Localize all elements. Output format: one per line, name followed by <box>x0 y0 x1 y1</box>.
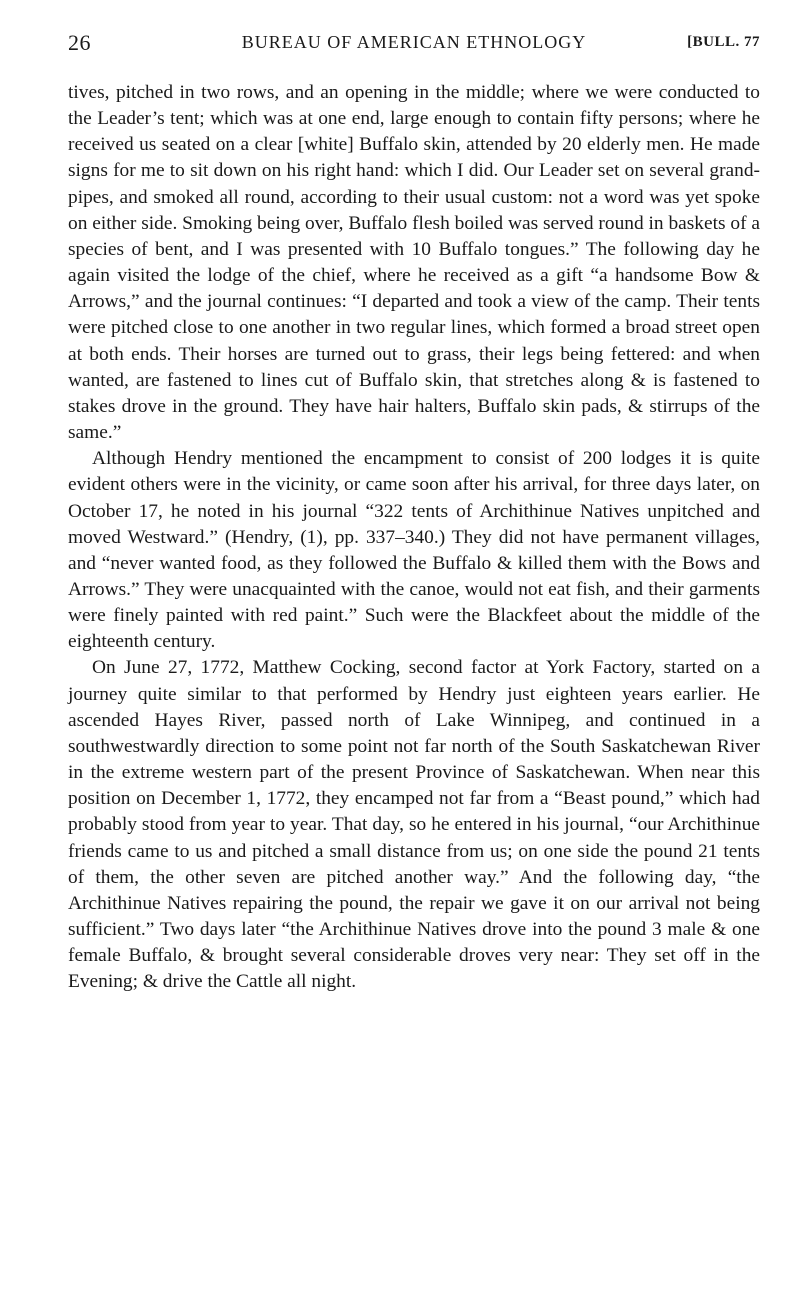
paragraph-continuation: tives, pitched in two rows, and an opening in the middle; where we were conducted to the Leader’s tent; which was at one end, large enough to contain fifty persons; where he received us seated on a clear [white] Buffalo skin, attended by 20 elderly men. He made signs for me to sit down on his right hand: which I did. Our Leader set on several grand-pipes, and smoked all round, according to their usual custom: not a word was yet spoke on either side. Smoking being over, Buffalo flesh boiled was served round in baskets of a species of bent, and I was presented with 10 Buffalo tongues.” The following day he again visited the lodge of the chief, where he received as a gift “a handsome Bow & Arrows,” and the journal continues: “I departed and took a view of the camp. Their tents were pitched close to one another in two regular lines, which formed a broad street open at both ends. Their horses are turned out to grass, their legs being fettered: and when wanted, are fastened to lines cut of Buffalo skin, that stretches along & is fastened to stakes drove in the ground. They have hair halters, Buffalo skin pads, & stirrups of the same.” <box>68 82 760 444</box>
page-number: 26 <box>68 30 91 55</box>
body-text <box>68 80 760 995</box>
running-title: BUREAU OF AMERICAN ETHNOLOGY <box>241 32 587 52</box>
paragraph-hendry-encampment: Although Hendry mentioned the encampment to consist of 200 lodges it is quite evident others were in the vicinity, or came soon after his arrival, for three days later, on October 17, he noted in his journal “322 tents of Archithinue Natives unpitched and moved Westward.” (Hendry, (1), pp. 337–340.) They did not have permanent villages, and “never wanted food, as they followed the Buffalo & killed them with the Bows and Arrows.” They were unacquainted with the canoe, would not eat fish, and their garments were finely painted with red paint.” Such were the Blackfeet about the middle of the eighteenth century. <box>68 448 760 653</box>
book-page <box>68 30 760 995</box>
running-head <box>68 30 760 66</box>
bulletin-reference: [BULL. 77 <box>687 34 760 50</box>
paragraph-cocking-journey: On June 27, 1772, Matthew Cocking, second factor at York Factory, started on a journey quite similar to that performed by Hendry just eighteen years earlier. He ascended Hayes River, passed north of Lake Winnipeg, and continued in a southwestwardly direction to some point not far north of the South Saskatchewan River in the extreme western part of the present Province of Saskatchewan. When near this position on December 1, 1772, they encamped not far from a “Beast pound,” which had probably stood from year to year. That day, so he entered in his journal, “our Archithinue friends came to us and pitched a small distance from us; on one side the pound 21 tents of them, the other seven are pitched another way.” And the following day, “the Archithinue Natives repairing the pound, the repair we gave it on our arrival not being sufficient.” Two days later “the Archithinue Natives drove into the pound 3 male & one female Buffalo, & brought several considerable droves very near: They set off in the Evening; & drive the Cattle all night. <box>68 657 760 993</box>
